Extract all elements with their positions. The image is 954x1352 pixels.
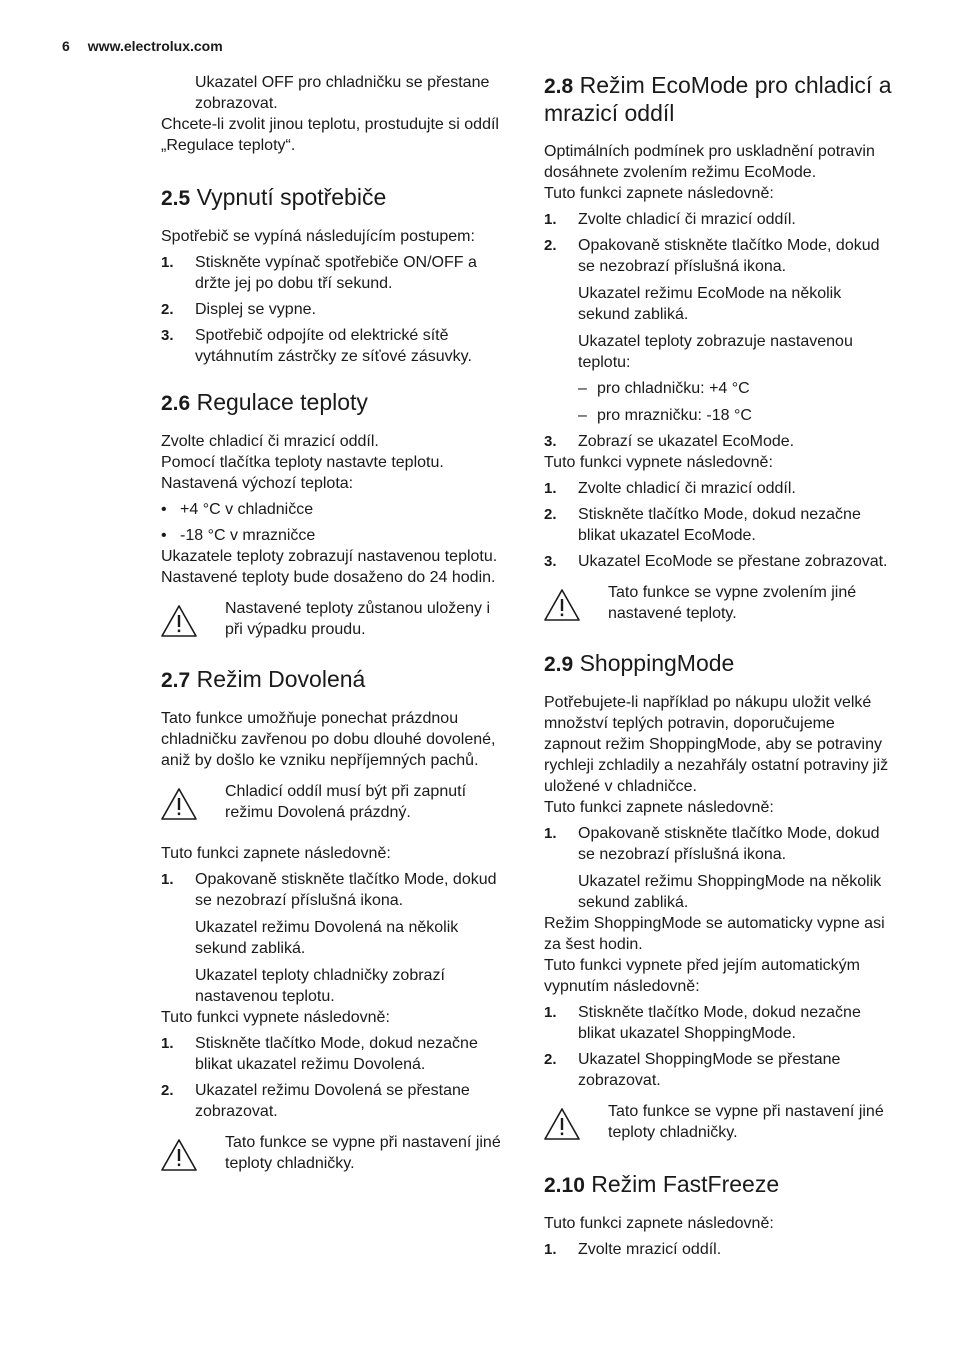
text-line: Ukazatele teploty zobrazují nastavenou teplotu. xyxy=(161,548,498,565)
text-line: Nastavená výchozí teplota: xyxy=(161,475,354,492)
section-title: Režim EcoMode pro chladicí a mrazicí oddíl xyxy=(544,72,892,126)
step-text: Stiskněte tlačítko Mode, dokud nezačne blikat ukazatel režimu Dovolená. xyxy=(195,1035,478,1073)
section-heading-2-7 xyxy=(161,666,511,694)
bullet-text: -18 °C v mrazničce xyxy=(180,527,316,544)
step-text: Ukazatel EcoMode se přestane zobrazovat. xyxy=(578,553,888,570)
step-number: 2. xyxy=(161,301,174,318)
section-number: 2.10 xyxy=(544,1174,585,1197)
step-item xyxy=(544,1049,894,1091)
section-lead: Tuto funkci zapnete následovně: xyxy=(544,1215,774,1232)
step-number: 2. xyxy=(161,1082,174,1099)
step-text: Zvolte mrazicí oddíl. xyxy=(578,1241,722,1258)
section-lead: Tuto funkci zapnete následovně: xyxy=(161,845,391,862)
warning-text: Nastavené teploty zůstanou uloženy i při výpadku proudu. xyxy=(225,600,491,638)
text-line: Nastavené teploty bude dosaženo do 24 hodin. xyxy=(161,569,496,586)
step-item xyxy=(544,504,894,546)
step-item xyxy=(161,869,511,911)
section-lead: Tuto funkci vypnete následovně: xyxy=(161,1009,390,1026)
note-text: Ukazatel režimu ShoppingMode na několik sekund zabliká. xyxy=(578,873,882,911)
step-number: 1. xyxy=(544,211,557,228)
step-number: 1. xyxy=(544,1004,557,1021)
step-text: Zvolte chladicí či mrazicí oddíl. xyxy=(578,211,796,228)
step-number: 3. xyxy=(544,433,557,450)
step-item xyxy=(161,1080,511,1122)
section-title: Vypnutí spotřebiče xyxy=(196,184,387,210)
step-text: Displej se vypne. xyxy=(195,301,316,318)
step-text: Zobrazí se ukazatel EcoMode. xyxy=(578,433,795,450)
step-item xyxy=(544,209,894,230)
section-lead: Tuto funkci vypnete před jejím automatickým vypnutím následovně: xyxy=(544,957,860,995)
section-number: 2.6 xyxy=(161,392,191,415)
text-line: Zvolte chladicí či mrazicí oddíl. xyxy=(161,433,379,450)
dash-mark: – xyxy=(578,380,587,397)
dash-mark: – xyxy=(578,407,587,424)
step-number: 3. xyxy=(544,553,557,570)
step-number: 1. xyxy=(161,1035,174,1052)
step-text: Stiskněte tlačítko Mode, dokud nezačne blikat ukazatel EcoMode. xyxy=(578,506,861,544)
warning-box xyxy=(544,1101,894,1149)
warning-box xyxy=(544,582,894,630)
step-number: 2. xyxy=(544,237,557,254)
step-text: Ukazatel ShoppingMode se přestane zobrazovat. xyxy=(578,1051,841,1089)
step-text: Ukazatel režimu Dovolená se přestane zobrazovat. xyxy=(195,1082,470,1120)
section-lead: Tuto funkci zapnete následovně: xyxy=(544,185,774,202)
step-number: 2. xyxy=(544,506,557,523)
bullet-item xyxy=(161,499,511,520)
step-number: 2. xyxy=(544,1051,557,1068)
section-number: 2.7 xyxy=(161,669,191,692)
right-column xyxy=(544,72,894,1260)
page-header xyxy=(62,38,223,54)
warning-icon xyxy=(161,781,225,829)
text-line: Režim ShoppingMode se automaticky vypne asi za šest hodin. xyxy=(544,915,885,953)
dash-text: pro chladničku: +4 °C xyxy=(597,380,750,397)
step-text: Spotřebič odpojíte od elektrické sítě vytáhnutím zástrčky ze síťové zásuvky. xyxy=(195,327,472,365)
section-intro: Potřebujete-li například po nákupu uložit velké množství teplých potravin, doporučujeme zapnout režim ShoppingMode, aby se potraviny rychleji zchladily a nezahřály ostatní potraviny již uložené v chladničce. xyxy=(544,694,889,795)
warning-box xyxy=(161,1132,511,1180)
section-lead: Tuto funkci vypnete následovně: xyxy=(544,454,773,471)
section-heading-2-5 xyxy=(161,184,511,212)
step-item xyxy=(161,1033,511,1075)
page-number: 6 xyxy=(62,38,70,54)
step-item xyxy=(161,325,511,367)
dash-item xyxy=(544,378,894,399)
bullet-icon: • xyxy=(161,527,167,544)
warning-icon xyxy=(544,582,608,630)
warning-text: Chladicí oddíl musí být při zapnutí režimu Dovolená prázdný. xyxy=(225,783,467,821)
section-heading-2-8 xyxy=(544,72,894,127)
step-item xyxy=(161,252,511,294)
warning-text: Tato funkce se vypne při nastavení jiné teploty chladničky. xyxy=(225,1134,501,1172)
section-lead: Tuto funkci zapnete následovně: xyxy=(544,799,774,816)
intro-text: Chcete-li zvolit jinou teplotu, prostudujte si oddíl „Regulace teploty“. xyxy=(161,116,499,154)
section-title: ShoppingMode xyxy=(579,650,735,676)
step-text: Opakovaně stiskněte tlačítko Mode, dokud se nezobrazí příslušná ikona. xyxy=(578,825,880,863)
step-number: 1. xyxy=(161,254,174,271)
step-item xyxy=(544,551,894,572)
step-item xyxy=(161,299,511,320)
step-number: 3. xyxy=(161,327,174,344)
section-title: Režim FastFreeze xyxy=(591,1171,780,1197)
warning-text: Tato funkce se vypne zvolením jiné nastavené teploty. xyxy=(608,584,857,622)
left-column xyxy=(161,72,511,1180)
section-title: Režim Dovolená xyxy=(196,666,366,692)
bullet-item xyxy=(161,525,511,546)
site-url[interactable]: www.electrolux.com xyxy=(87,38,223,54)
dash-text: pro mrazničku: -18 °C xyxy=(597,407,752,424)
warning-icon xyxy=(544,1101,608,1149)
section-number: 2.9 xyxy=(544,653,574,676)
note-text: Ukazatel režimu Dovolená na několik sekund zabliká. xyxy=(195,919,459,957)
step-item xyxy=(544,235,894,277)
step-text: Stiskněte tlačítko Mode, dokud nezačne blikat ukazatel ShoppingMode. xyxy=(578,1004,861,1042)
step-item xyxy=(544,823,894,865)
step-item xyxy=(544,478,894,499)
warning-icon xyxy=(161,1132,225,1180)
section-lead: Spotřebič se vypíná následujícím postupem: xyxy=(161,228,475,245)
section-intro: Optimálních podmínek pro uskladnění potravin dosáhnete zvolením režimu EcoMode. xyxy=(544,143,875,181)
step-text: Stiskněte vypínač spotřebiče ON/OFF a držte jej po dobu tří sekund. xyxy=(195,254,477,292)
note-text: Ukazatel teploty zobrazuje nastavenou teplotu: xyxy=(578,333,853,371)
step-number: 1. xyxy=(544,825,557,842)
step-number: 1. xyxy=(544,1241,557,1258)
section-heading-2-6 xyxy=(161,389,511,417)
warning-box xyxy=(161,598,511,646)
dash-item xyxy=(544,405,894,426)
text-line: Pomocí tlačítka teploty nastavte teplotu. xyxy=(161,454,444,471)
step-number: 1. xyxy=(161,871,174,888)
step-item xyxy=(544,431,894,452)
step-text: Opakovaně stiskněte tlačítko Mode, dokud se nezobrazí příslušná ikona. xyxy=(195,871,497,909)
step-text: Opakovaně stiskněte tlačítko Mode, dokud se nezobrazí příslušná ikona. xyxy=(578,237,880,275)
step-number: 1. xyxy=(544,480,557,497)
step-item xyxy=(544,1239,894,1260)
bullet-icon: • xyxy=(161,501,167,518)
step-item xyxy=(544,1002,894,1044)
note-text: Ukazatel teploty chladničky zobrazí nastavenou teplotu. xyxy=(195,967,445,1005)
section-number: 2.5 xyxy=(161,187,191,210)
warning-icon xyxy=(161,598,225,646)
section-title: Regulace teploty xyxy=(196,389,368,415)
warning-text: Tato funkce se vypne při nastavení jiné teploty chladničky. xyxy=(608,1103,884,1141)
note-text: Ukazatel režimu EcoMode na několik sekund zabliká. xyxy=(578,285,842,323)
warning-box xyxy=(161,781,511,829)
section-heading-2-10 xyxy=(544,1171,894,1199)
step-text: Zvolte chladicí či mrazicí oddíl. xyxy=(578,480,796,497)
bullet-text: +4 °C v chladničce xyxy=(180,501,314,518)
section-number: 2.8 xyxy=(544,75,574,98)
section-heading-2-9 xyxy=(544,650,894,678)
intro-indent: Ukazatel OFF pro chladničku se přestane zobrazovat. xyxy=(195,74,490,112)
section-intro: Tato funkce umožňuje ponechat prázdnou chladničku zavřenou po dobu dlouhé dovolené, aniž by došlo ke vzniku nepříjemných pachů. xyxy=(161,710,496,769)
